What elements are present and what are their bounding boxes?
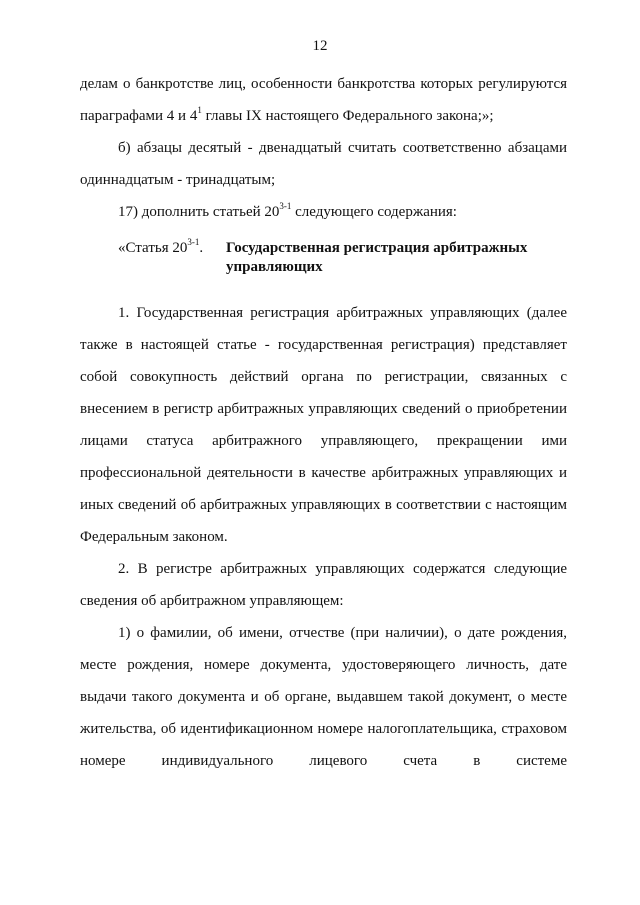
paragraph-text: главы IX настоящего Федерального закона;»; xyxy=(201,108,494,124)
paragraph-text: 17) дополнить статьей 20 xyxy=(118,204,280,220)
page-number: 12 xyxy=(312,38,328,54)
article-heading xyxy=(80,239,567,277)
paragraph-2: 2. В регистре арбитражных управляющих содержатся следующие сведения об арбитражном управляющем: xyxy=(80,561,567,609)
article-label-text: . xyxy=(199,240,204,256)
article-label xyxy=(118,239,226,258)
paragraph-text: следующего содержания: xyxy=(291,204,457,220)
paragraph-17 xyxy=(80,196,567,228)
document-body xyxy=(80,68,567,777)
article-title: Государственная регистрация арбитражных управляющих xyxy=(226,240,528,275)
paragraph-text: делам о банкротстве лиц, особенности банкротства которых регулируются xyxy=(80,76,567,92)
article-label-text: «Статья 20 xyxy=(118,240,188,256)
superscript: 3-1 xyxy=(279,201,292,211)
superscript: 1 xyxy=(197,105,202,115)
paragraph-b: б) абзацы десятый - двенадцатый считать соответственно абзацами одиннадцатым - тринадцатым; xyxy=(80,140,567,188)
paragraph-text: параграфами 4 и 4 xyxy=(80,108,198,124)
paragraph-1: 1. Государственная регистрация арбитражных управляющих (далее также в настоящей статье - государственная регистрация) представляет собой совокупность действий органа по регистрации, связанных с внесением в регистр арбитражных управляющих сведений о приобретении лицами статуса арбитражного управляющего, прекращении ими профессиональной деятельности в качестве арбитражных управляющих и иных сведений об арбитражных управляющих в соответствии с настоящим Федеральным законом. xyxy=(80,305,567,545)
superscript: 3-1 xyxy=(187,237,200,247)
paragraph-continuation xyxy=(80,68,567,100)
paragraph-continuation-end xyxy=(80,100,567,132)
paragraph-item-1: 1) о фамилии, об имени, отчестве (при наличии), о дате рождения, месте рождения, номере документа, удостоверяющего личность, дате выдачи такого документа и об органе, выдавшем такой документ, о месте жительства, об идентификационном номере налогоплательщика, страховом номере индивидуального лицевого счета в системе xyxy=(80,625,567,769)
